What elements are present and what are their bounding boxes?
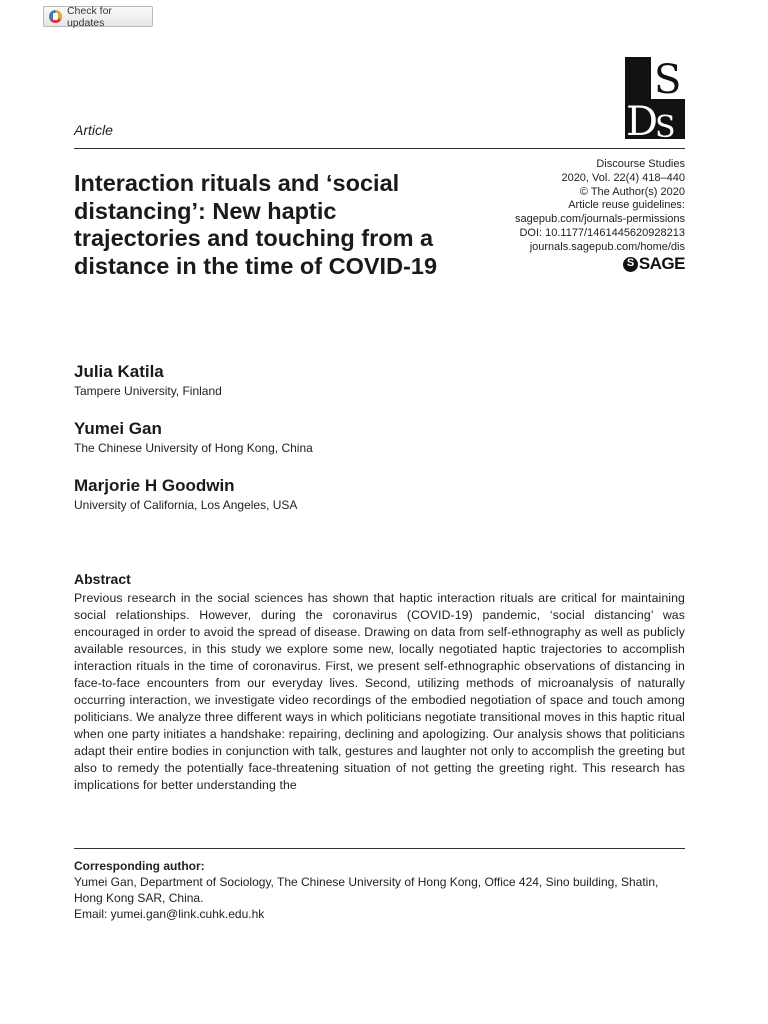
author-name: Marjorie H Goodwin [74, 476, 235, 495]
publication-meta [425, 158, 685, 272]
copyright-line: © The Author(s) 2020 [579, 185, 685, 198]
article-type-label: Article [74, 122, 113, 138]
abstract-text: Previous research in the social sciences has shown that haptic interaction rituals are critical for maintaining social relationships. However, during the coronavirus (COVID-19) pandemic, ‘social distancing’ was encouraged in order to avoid the spread of disease. Drawing on data from self-ethnography as well as publicly available resources, in this study we explore some new, locally negotiated haptic trajectories to accomplish interaction rituals in the time of coronavirus. First, we present self-ethnographic observations of distancing in face-to-face encounters from our everyday lives. Second, utilizing methods of microanalysis of naturally occurring interaction, we investigate video recordings of the embodied negotiation of space and touch among politicians. We analyze three different ways in which politicians negotiate transitional moves in this haptic ritual when one party initiates a handshake: repairing, declining and apologizing. Our analysis shows that politicians adapt their entire bodies in conjunction with talk, gestures and laughter not only to accomplish the greeting but also to remedy the potentially face-threatening situation of not getting the greeting right. This research has implications for better understanding the [74, 591, 685, 792]
corresponding-author-note [74, 858, 685, 922]
sage-wordmark: SAGE [638, 254, 685, 274]
logo-letter-s-bottom: S [655, 110, 676, 139]
author-name: Julia Katila [74, 362, 164, 381]
check-for-updates-label: Check for updates [66, 4, 112, 29]
header-rule [74, 148, 685, 149]
permissions-link[interactable]: sagepub.com/journals-permissions [515, 213, 685, 226]
logo-letter-s-top: S [654, 57, 682, 103]
footnote-rule [74, 848, 685, 849]
author-block-2 [74, 419, 313, 455]
author-affiliation: University of California, Los Angeles, USA [74, 498, 298, 512]
crossmark-icon [49, 10, 62, 23]
author-block-1 [74, 362, 222, 398]
article-title: Interaction rituals and ‘social distancing’: New haptic trajectories and touching from a distance in the time of COVID-19 [74, 170, 438, 279]
abstract-heading: Abstract [74, 571, 131, 587]
sage-s-icon: S [623, 257, 638, 272]
journal-homepage-link[interactable]: journals.sagepub.com/home/dis [529, 240, 685, 253]
author-block-3 [74, 476, 297, 512]
corresponding-author-email[interactable]: Email: yumei.gan@link.cuhk.edu.hk [74, 907, 265, 921]
sage-logo [623, 254, 685, 274]
doi-link[interactable]: DOI: 10.1177/1461445620928213 [519, 226, 685, 239]
author-affiliation: The Chinese University of Hong Kong, China [74, 441, 313, 455]
author-name: Yumei Gan [74, 419, 162, 438]
author-affiliation: Tampere University, Finland [74, 384, 222, 398]
journal-logo [625, 57, 685, 139]
check-for-updates-button[interactable] [43, 6, 153, 27]
volume-info: 2020, Vol. 22(4) 418–440 [561, 171, 685, 184]
logo-letter-d: D [626, 99, 659, 139]
journal-name: Discourse Studies [596, 158, 685, 170]
corresponding-author-heading: Corresponding author: [74, 859, 205, 873]
reuse-guidelines: Article reuse guidelines: [568, 199, 685, 212]
corresponding-author-address: Yumei Gan, Department of Sociology, The Chinese University of Hong Kong, Office 424, Sino building, Shatin, Hong Kong SAR, China. [74, 875, 659, 905]
